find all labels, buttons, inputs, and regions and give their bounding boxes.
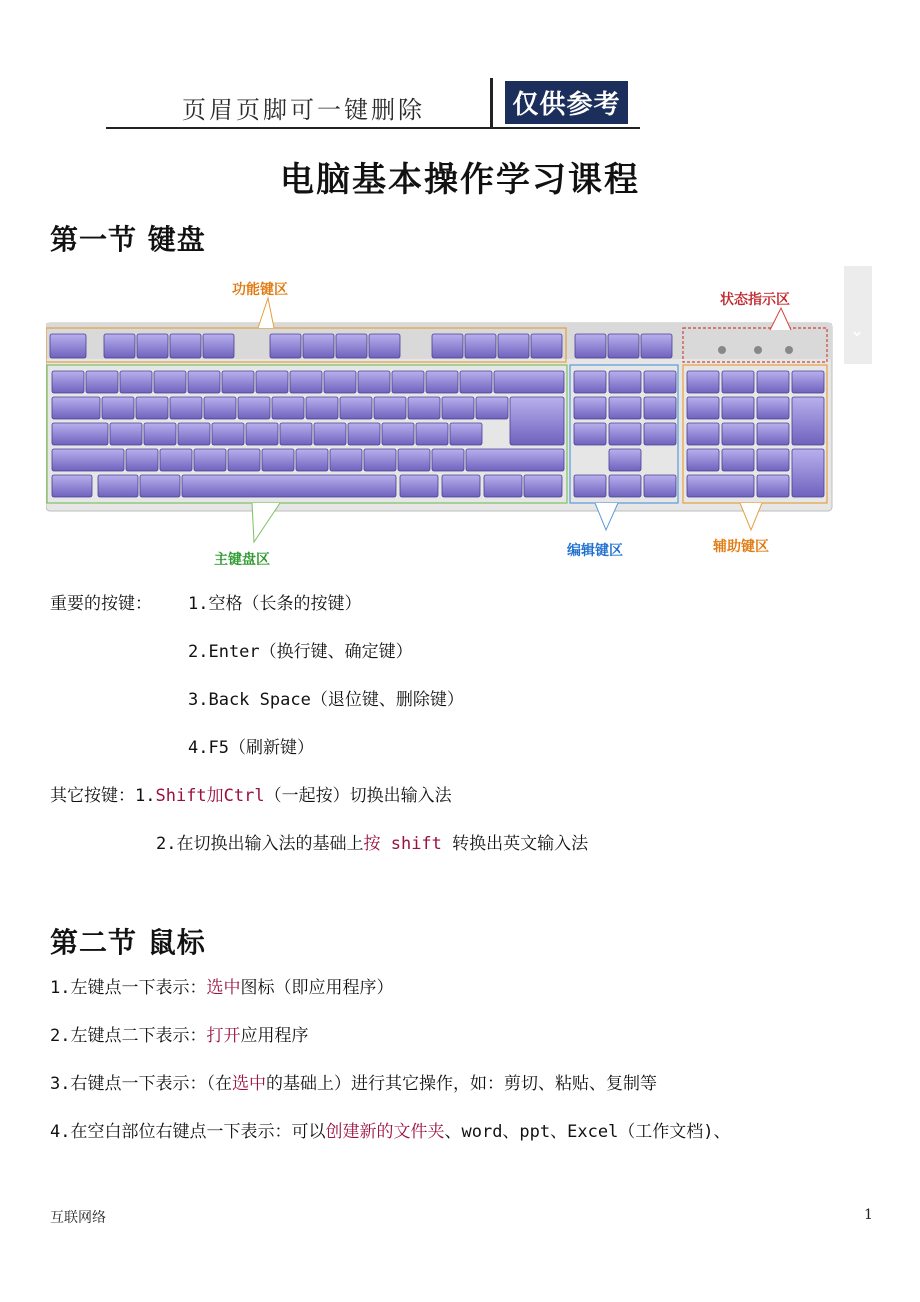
keyboard-key: [757, 397, 789, 419]
keyboard-key: [86, 371, 118, 393]
keyboard-key: [450, 423, 482, 445]
header-text: 页眉页脚可一键删除: [182, 96, 425, 124]
keyboard-key: [400, 475, 438, 497]
m2-b: 打开: [206, 1026, 241, 1046]
other-label: 其它按键：: [50, 786, 135, 806]
keyboard-key: [296, 449, 328, 471]
keyboard-key: [178, 423, 210, 445]
keyboard-key: [442, 397, 474, 419]
keyboard-key: [170, 397, 202, 419]
keyboard-key: [222, 371, 254, 393]
keyboard-key: [465, 334, 496, 358]
keyboard-key: [408, 397, 440, 419]
keyboard-key: [575, 334, 606, 358]
keyboard-key: [510, 397, 564, 445]
keyboard-key: [262, 449, 294, 471]
important-item-1: 1.空格（长条的按键）: [188, 594, 362, 614]
section2-heading: 第二节 鼠标: [50, 926, 206, 959]
keyboard-key: [687, 397, 719, 419]
keyboard-key: [757, 475, 789, 497]
keyboard-key: [757, 371, 789, 393]
keyboard-key: [687, 475, 754, 497]
keyboard-key: [432, 334, 463, 358]
keyboard-key: [432, 449, 464, 471]
keyboard-key: [324, 371, 356, 393]
m4-c: 、word、ppt、Excel（工作文档)、: [444, 1122, 731, 1142]
label-edit-keys: 编辑键区: [567, 543, 623, 559]
keyboard-key: [290, 371, 322, 393]
other2-c: 转换出英文输入法: [441, 834, 589, 854]
header-rule: [106, 127, 640, 129]
important-item-4: 4.F5（刷新键）: [188, 738, 314, 758]
keyboard-key: [484, 475, 522, 497]
keyboard-key: [126, 449, 158, 471]
keyboard-key: [609, 423, 641, 445]
keyboard-key: [382, 423, 414, 445]
keyboard-key: [460, 371, 492, 393]
keyboard-key: [792, 449, 824, 497]
keyboard-key: [280, 423, 312, 445]
keyboard-key: [272, 397, 304, 419]
keyboard-key: [144, 423, 176, 445]
keyboard-key: [204, 397, 236, 419]
keyboard-key: [722, 371, 754, 393]
keyboard-key: [757, 449, 789, 471]
keyboard-key: [644, 423, 676, 445]
keyboard-key: [498, 334, 529, 358]
keyboard-key: [306, 397, 338, 419]
keyboard-key: [398, 449, 430, 471]
m4-a: 4.在空白部位右键点一下表示：可以: [50, 1122, 326, 1142]
keyboard-key: [574, 475, 606, 497]
keyboard-key: [722, 397, 754, 419]
keyboard-key: [641, 334, 672, 358]
label-main-keys: 主键盘区: [214, 552, 270, 568]
keyboard-key: [644, 397, 676, 419]
keyboard-key: [140, 475, 180, 497]
keyboard-key: [416, 423, 448, 445]
keyboard-key: [374, 397, 406, 419]
important-item-2: 2.Enter（换行键、确定键）: [188, 642, 413, 662]
keyboard-key: [102, 397, 134, 419]
keyboard-key: [154, 371, 186, 393]
keyboard-key: [246, 423, 278, 445]
shift-key-text: Shift: [155, 786, 207, 806]
keyboard-key: [228, 449, 260, 471]
keyboard-key: [203, 334, 234, 358]
page-title: 电脑基本操作学习课程: [280, 160, 640, 200]
keyboard-key: [110, 423, 142, 445]
keyboard-key: [442, 475, 480, 497]
keyboard-key: [476, 397, 508, 419]
ctrl-key-text: Ctrl: [223, 786, 265, 806]
keyboard-key: [256, 371, 288, 393]
header-badge: 仅供参考: [505, 81, 628, 124]
keyboard-key: [609, 371, 641, 393]
keyboard-key: [609, 397, 641, 419]
keyboard-key: [136, 397, 168, 419]
keyboard-key: [212, 423, 244, 445]
keyboard-key: [574, 397, 606, 419]
mouse-line-3: [50, 1069, 657, 1094]
keyboard-key: [50, 334, 86, 358]
keyboard-key: [426, 371, 458, 393]
mouse-line-2: [50, 1021, 308, 1046]
m1-c: 图标（即应用程序）: [240, 978, 394, 998]
keyboard-key: [52, 475, 92, 497]
keyboard-key: [314, 423, 346, 445]
m2-c: 应用程序: [240, 1026, 309, 1046]
mouse-line-4: [50, 1117, 731, 1142]
keyboard-key: [494, 371, 564, 393]
keyboard-key: [270, 334, 301, 358]
keyboard-key: [194, 449, 226, 471]
keyboard-key: [98, 475, 138, 497]
important-item-3: 3.Back Space（退位键、删除键）: [188, 690, 464, 710]
keyboard-key: [160, 449, 192, 471]
keyboard-key: [531, 334, 562, 358]
other-keys-line-2: [156, 829, 588, 854]
keyboard-key: [369, 334, 400, 358]
keyboard-key: [466, 449, 564, 471]
keyboard-key: [792, 371, 824, 393]
keyboard-key: [792, 397, 824, 445]
other-keys-line-1: [50, 781, 452, 806]
keyboard-key: [644, 371, 676, 393]
m4-b: 创建新的文件夹: [325, 1122, 445, 1142]
section1-heading: 第一节 键盘: [50, 223, 206, 256]
keyboard-key: [687, 423, 719, 445]
m3-c: 的基础上）进行其它操作，如：剪切、粘贴、复制等: [265, 1074, 657, 1094]
keyboard-key: [687, 371, 719, 393]
side-tab[interactable]: [844, 266, 872, 364]
keyboard-key: [52, 449, 124, 471]
keyboard-key: [574, 371, 606, 393]
keyboard-key: [52, 423, 108, 445]
keyboard-key: [574, 423, 606, 445]
plus-text: 加: [206, 786, 224, 806]
keyboard-key: [238, 397, 270, 419]
m2-a: 2.左键点二下表示：: [50, 1026, 207, 1046]
keyboard-key: [170, 334, 201, 358]
keyboard-key: [336, 334, 367, 358]
keyboard-key: [524, 475, 562, 497]
keyboard-key: [722, 449, 754, 471]
keyboard-key: [609, 475, 641, 497]
keyboard-key: [52, 371, 84, 393]
label-function-keys: 功能键区: [232, 282, 288, 298]
keyboard-key: [644, 475, 676, 497]
keyboard-key: [608, 334, 639, 358]
keyboard-key: [303, 334, 334, 358]
mouse-line-1: [50, 973, 393, 998]
m3-b: 选中: [231, 1074, 266, 1094]
keyboard-key: [104, 334, 135, 358]
keyboard-key: [609, 449, 641, 471]
keyboard-key: [330, 449, 362, 471]
chevron-down-icon: ⌄: [849, 320, 865, 341]
keyboard-key: [364, 449, 396, 471]
page-number: 1: [864, 1207, 873, 1223]
important-label: 重要的按键：: [50, 594, 152, 614]
header-divider: [490, 78, 493, 128]
m3-a: 3.右键点一下表示：（在: [50, 1074, 232, 1094]
footer-left: 互联网络: [50, 1210, 106, 1226]
other2-a: 2.在切换出输入法的基础上: [156, 834, 364, 854]
keyboard-figure: [46, 260, 876, 570]
keyboard-key: [358, 371, 390, 393]
keyboard-key: [188, 371, 220, 393]
keyboard-key: [392, 371, 424, 393]
m1-b: 选中: [206, 978, 241, 998]
keyboard-key: [137, 334, 168, 358]
keyboard-key: [52, 397, 100, 419]
keyboard-key: [182, 475, 396, 497]
keyboard-key: [722, 423, 754, 445]
keyboard-key: [340, 397, 372, 419]
other2-shift: 按 shift: [363, 834, 442, 854]
keyboard-key: [120, 371, 152, 393]
m1-a: 1.左键点一下表示：: [50, 978, 207, 998]
other1-rest: （一起按）切换出输入法: [264, 786, 452, 806]
other1-num: 1.: [135, 786, 156, 806]
keyboard-key: [687, 449, 719, 471]
keyboard-key: [757, 423, 789, 445]
label-aux-keys: 辅助键区: [713, 539, 769, 555]
label-status: 状态指示区: [720, 292, 790, 308]
keyboard-key: [348, 423, 380, 445]
